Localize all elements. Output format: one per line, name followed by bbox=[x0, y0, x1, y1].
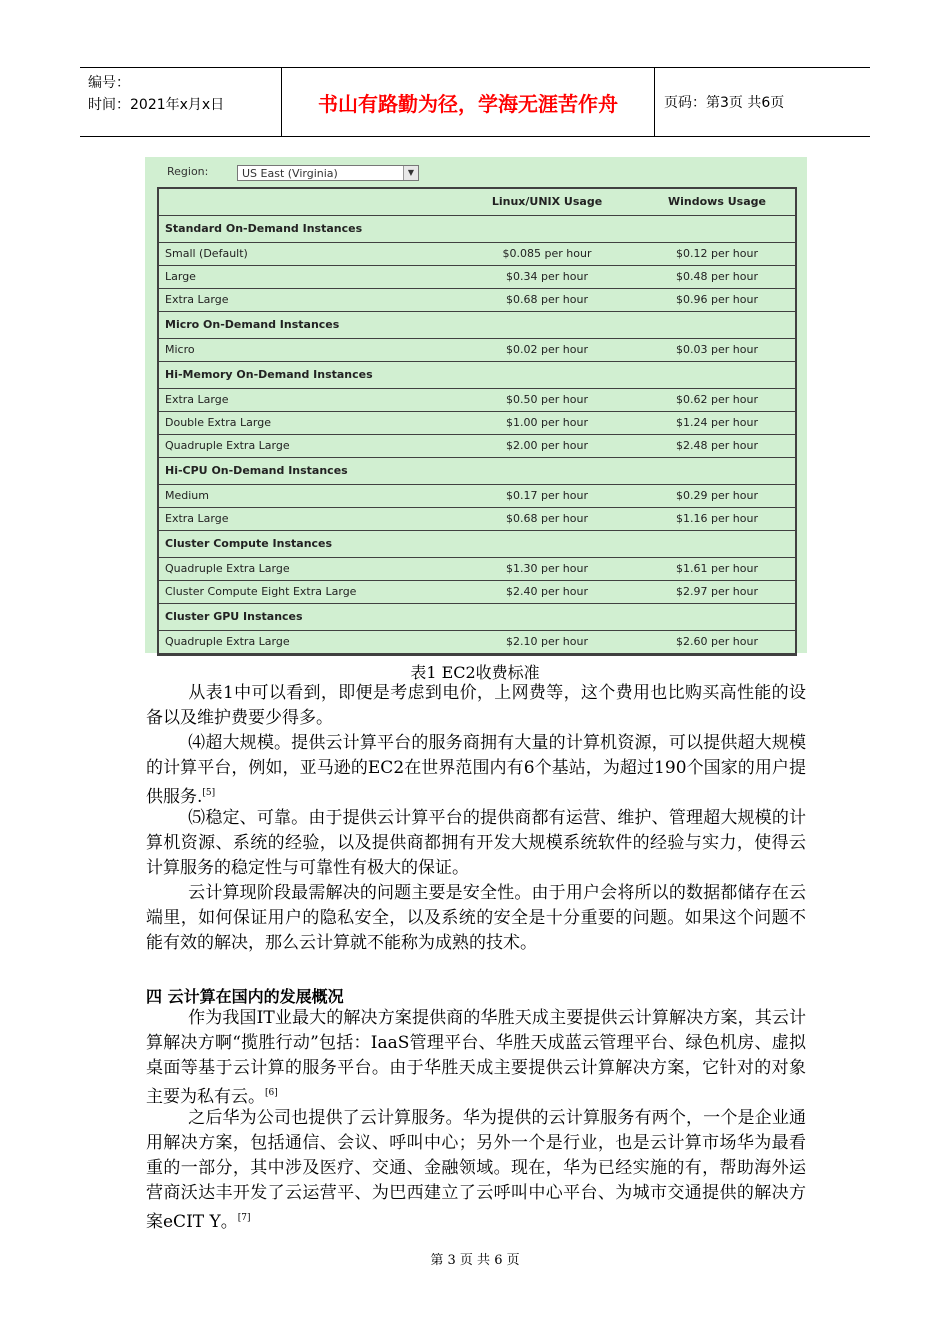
section-row bbox=[159, 604, 795, 631]
ec2-pricing-panel bbox=[145, 157, 807, 653]
linux-price: $0.085 per hour bbox=[502, 247, 592, 260]
instance-name: Medium bbox=[165, 489, 209, 502]
windows-price: $2.97 per hour bbox=[676, 585, 758, 598]
region-label: Region: bbox=[167, 165, 209, 178]
citation-7: [7] bbox=[237, 1213, 251, 1223]
section-title: Standard On-Demand Instances bbox=[165, 222, 363, 235]
instance-name: Double Extra Large bbox=[165, 416, 271, 429]
table-row bbox=[159, 339, 795, 362]
windows-price: $0.48 per hour bbox=[676, 270, 758, 283]
instance-name: Extra Large bbox=[165, 393, 229, 406]
linux-price: $1.30 per hour bbox=[506, 562, 588, 575]
linux-price: $2.00 per hour bbox=[506, 439, 588, 452]
linux-price: $0.02 per hour bbox=[506, 343, 588, 356]
instance-name: Quadruple Extra Large bbox=[165, 439, 290, 452]
linux-price: $0.50 per hour bbox=[506, 393, 588, 406]
windows-price: $0.96 per hour bbox=[676, 293, 758, 306]
section-row bbox=[159, 531, 795, 558]
paragraph-6: 之后华为公司也提供了云计算服务。华为提供的云计算服务有两个，一个是企业通用解决方案，包括通信、会议、呼叫中心；另外一个是行业，也是云计算市场华为最看重的一部分，其中涉及医疗、交通、金融领域。现在，华为已经实施的有，帮助海外运营商沃达丰开发了云运营平、为巴西建立了云呼叫中心平台、为城市交通提供的解决方案eCIT Y。[7] bbox=[146, 1108, 806, 1232]
table-row bbox=[159, 389, 795, 412]
table-row bbox=[159, 581, 795, 604]
paragraph-4: 云计算现阶段最需解决的问题主要是安全性。由于用户会将所以的数据都储存在云端里，如何保证用户的隐私安全，以及系统的安全是十分重要的问题。如果这个问题不能有效的解决，那么云计算就不能称为成熟的技术。 bbox=[146, 883, 806, 953]
table-row bbox=[159, 485, 795, 508]
section-title: Hi-CPU On-Demand Instances bbox=[165, 464, 348, 477]
citation-5: [5] bbox=[202, 788, 216, 798]
page-header bbox=[80, 67, 870, 137]
col-windows-header: Windows Usage bbox=[668, 195, 766, 208]
instance-name: Cluster Compute Eight Extra Large bbox=[165, 585, 357, 598]
section-row bbox=[159, 216, 795, 243]
col-linux-header: Linux/UNIX Usage bbox=[491, 195, 603, 208]
linux-price: $2.10 per hour bbox=[506, 635, 588, 648]
instance-name: Quadruple Extra Large bbox=[165, 562, 290, 575]
linux-price: $2.40 per hour bbox=[506, 585, 588, 598]
code-label: 编号： bbox=[88, 75, 130, 91]
linux-price: $0.17 per hour bbox=[506, 489, 588, 502]
region-value: US East (Virginia) bbox=[242, 167, 338, 180]
table-bottom-border bbox=[157, 654, 797, 656]
linux-price: $1.00 per hour bbox=[506, 416, 588, 429]
region-select[interactable] bbox=[237, 165, 419, 181]
instance-name: Micro bbox=[165, 343, 195, 356]
section-title: Hi-Memory On-Demand Instances bbox=[165, 368, 373, 381]
table-row bbox=[159, 558, 795, 581]
section-heading: 四 云计算在国内的发展概况 bbox=[146, 987, 344, 1006]
instance-name: Quadruple Extra Large bbox=[165, 635, 290, 648]
instance-name: Extra Large bbox=[165, 512, 229, 525]
windows-price: $0.62 per hour bbox=[676, 393, 758, 406]
table-row bbox=[159, 435, 795, 458]
citation-6: [6] bbox=[265, 1088, 278, 1098]
windows-price: $1.61 per hour bbox=[676, 562, 758, 575]
header-motto: 书山有路勤为径，学海无涯苦作舟 bbox=[282, 68, 655, 136]
instance-name: Extra Large bbox=[165, 293, 229, 306]
table-row bbox=[159, 266, 795, 289]
table-row bbox=[159, 243, 795, 266]
pricing-table bbox=[157, 187, 797, 654]
table-header-row bbox=[159, 189, 795, 216]
section-row bbox=[159, 312, 795, 339]
section-title: Cluster GPU Instances bbox=[165, 610, 303, 623]
section-row bbox=[159, 458, 795, 485]
section-row bbox=[159, 362, 795, 389]
windows-price: $1.16 per hour bbox=[676, 512, 758, 525]
table-row bbox=[159, 289, 795, 312]
linux-price: $0.68 per hour bbox=[506, 512, 588, 525]
section-title: Cluster Compute Instances bbox=[165, 537, 333, 550]
windows-price: $2.60 per hour bbox=[676, 635, 758, 648]
table-row bbox=[159, 412, 795, 435]
table-caption: 表1 EC2收费标准 bbox=[410, 663, 540, 682]
windows-price: $0.29 per hour bbox=[676, 489, 758, 502]
windows-price: $0.03 per hour bbox=[676, 343, 758, 356]
instance-name: Small (Default) bbox=[165, 247, 248, 260]
windows-price: $2.48 per hour bbox=[676, 439, 758, 452]
header-page-number: 页码：第3页 共6页 bbox=[664, 95, 785, 111]
section-title: Micro On-Demand Instances bbox=[165, 318, 340, 331]
paragraph-1: 从表1中可以看到，即便是考虑到电价，上网费等，这个费用也比购买高性能的设备以及维护费要少得多。 bbox=[146, 683, 806, 728]
paragraph-5: 作为我国IT业最大的解决方案提供商的华胜天成主要提供云计算解决方案，其云计算解决方啊“揽胜行动”包括：IaaS管理平台、华胜天成蓝云管理平台、绿色机房、虚拟桌面等基于云计算的服务平台。由于华胜天成主要提供云计算解决方案，它针对的对象主要为私有云。[6] bbox=[146, 1008, 806, 1107]
region-selector bbox=[167, 165, 415, 180]
linux-price: $0.68 per hour bbox=[506, 293, 588, 306]
instance-name: Large bbox=[165, 270, 196, 283]
header-meta bbox=[80, 68, 282, 136]
page-footer: 第 3 页 共 6 页 bbox=[430, 1253, 520, 1268]
dropdown-arrow-icon[interactable]: ▼ bbox=[403, 166, 418, 180]
paragraph-2: ⑷超大规模。提供云计算平台的服务商拥有大量的计算机资源，可以提供超大规模的计算平台，例如，亚马逊的EC2在世界范围内有6个基站，为超过190个国家的用户提供服务.[5] bbox=[146, 733, 806, 807]
table-row bbox=[159, 631, 795, 654]
windows-price: $0.12 per hour bbox=[676, 247, 758, 260]
time-label: 时间：2021年x月x日 bbox=[88, 97, 225, 113]
linux-price: $0.34 per hour bbox=[506, 270, 588, 283]
windows-price: $1.24 per hour bbox=[676, 416, 758, 429]
table-row bbox=[159, 508, 795, 531]
paragraph-3: ⑸稳定、可靠。由于提供云计算平台的提供商都有运营、维护、管理超大规模的计算机资源、系统的经验，以及提供商都拥有开发大规模系统软件的经验与实力，使得云计算服务的稳定性与可靠性有极大的保证。 bbox=[146, 808, 806, 878]
